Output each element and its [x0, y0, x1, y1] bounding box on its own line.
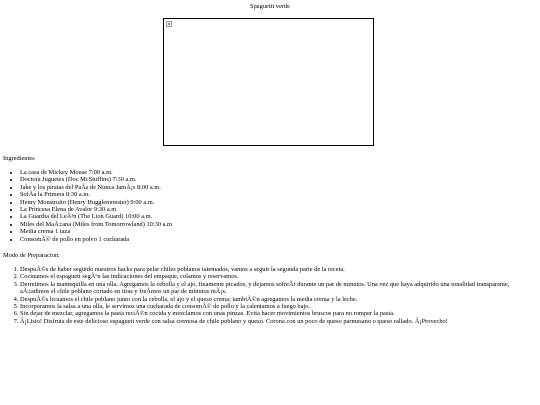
ingredient-item: • La Guardia del LeÃ³n (The Lion Guard) 10:00 a.m. — [20, 213, 535, 220]
ingredient-item: • La Princesa Elena de Avalor 9:30 a.m — [20, 206, 535, 213]
ingredient-item: • Media crema 1 taza — [20, 228, 535, 235]
method-step: 3. Derretimos la mantequilla en una olla. Agregamos la cebolla y el ajo, finamente picados, y dejamos sofreÃr durante un par de minutos. Una vez que haya adquirido una tonalidad transparente, aÃ±adimos el chile poblano cortado en tiras y freÃmos un par de minutos mÃ¡s. — [20, 281, 535, 296]
method-heading: Modo de Preparacion: — [3, 252, 60, 259]
ingredient-item: • Miles del MaÃ±ana (Miles from Tomorrowland) 10:30 a.m — [20, 221, 535, 228]
ingredient-item: • La casa de Mickey Mouse 7:00 a.m. — [20, 169, 535, 176]
ingredients-heading: Ingredientes — [3, 155, 35, 162]
method-step: 4. DespuÃ©s licuamos el chile poblano junto con la cebolla, el ajo y el queso crema; tambiÃ©n agregamos la media crema y la leche. — [20, 296, 535, 303]
ingredient-item: • ConsomÃ© de pollo en polvo 1 cucharada — [20, 236, 535, 243]
method-step: 5. Incorporamos la salsa a una olla, le servimos una cucharada de consomÃ© de pollo y la calentamos a fuego bajo. — [20, 303, 535, 310]
ingredient-item: • Jake y los piratas del PaÃs de Nunca JamÃ¡s 8:00 a.m. — [20, 184, 535, 191]
method-step: 2. Cocinamos el espagueti segÃºn las indicaciones del empaque, colamos y reservamos. — [20, 273, 535, 280]
broken-image-icon — [166, 21, 172, 27]
method-step: 7. Â¡Listo! Disfruta de este delicioso espagueti verde con salsa cremosa de chile poblano y queso. Corona con un poco de queso parmesano o queso rallado. Â¡Provecho! — [20, 318, 535, 325]
recipe-image — [163, 18, 374, 146]
method-steps-list — [0, 266, 535, 325]
method-step: 1. DespuÃ©s de haber seguido nuestros hacks para pelar chiles poblanos tatemados, vamos a seguir la segunda parte de la receta. — [20, 266, 535, 273]
ingredient-item: • SofÃa la Primera 8:30 a.m. — [20, 191, 535, 198]
ingredient-item: • Henry Monstruito (Henry Hugglemonster) 9:00 a.m. — [20, 199, 535, 206]
method-step: 6. Sin dejar de mezclar, agregamos la pasta reciÃ©n cocida y mezclamos con unas pinzas. Evita hacer movimientos bruscos para no romper la pasta. — [20, 310, 535, 317]
ingredient-item: • Doctora Juguetes (Doc McStuffins) 7:30 a.m. — [20, 176, 535, 183]
page-title: Spaguetti verde — [250, 3, 290, 10]
ingredients-list — [0, 169, 535, 243]
